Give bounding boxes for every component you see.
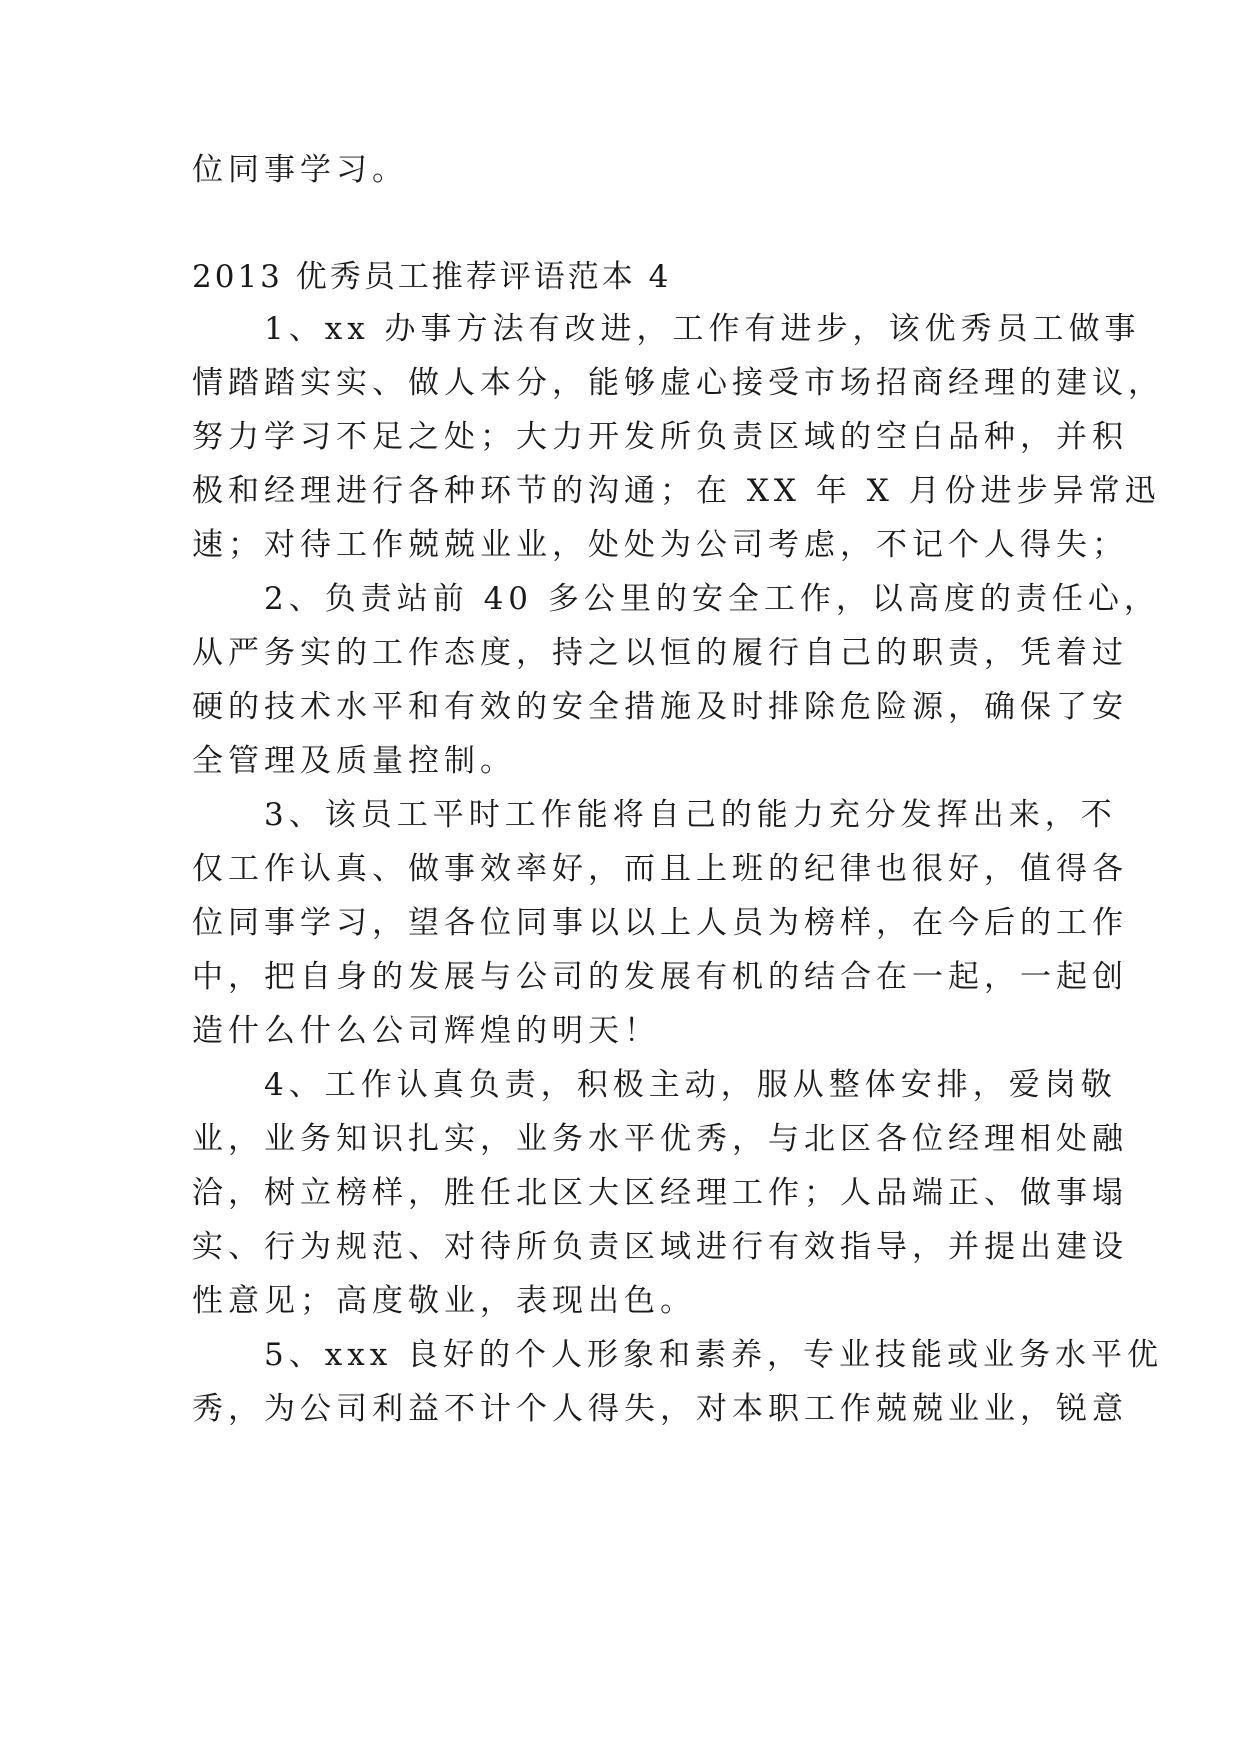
paragraph-line: 位同事学习。	[192, 152, 408, 188]
paragraph-line: 情踏踏实实、做人本分，能够虚心接受市场招商经理的建议，	[192, 365, 1164, 401]
paragraph-line: 硬的技术水平和有效的安全措施及时排除危险源，确保了安	[192, 689, 1128, 725]
section-heading: 2013 优秀员工推荐评语范本 4	[192, 259, 672, 295]
paragraph-line: 3、该员工平时工作能将自己的能力充分发挥出来，不	[192, 797, 1117, 833]
paragraph-line: 1、xx 办事方法有改进，工作有进步，该优秀员工做事	[192, 311, 1141, 347]
paragraph-line: 从严务实的工作态度，持之以恒的履行自己的职责，凭着过	[192, 635, 1128, 671]
paragraph-line: 中，把自身的发展与公司的发展有机的结合在一起，一起创	[192, 959, 1128, 995]
paragraph-line: 业，业务知识扎实，业务水平优秀，与北区各位经理相处融	[192, 1121, 1128, 1157]
paragraph-line: 努力学习不足之处；大力开发所负责区域的空白品种，并积	[192, 419, 1128, 455]
paragraph-line: 极和经理进行各种环节的沟通；在 XX 年 X 月份进步异常迅	[192, 473, 1161, 509]
paragraph-line: 实、行为规范、对待所负责区域进行有效指导，并提出建设	[192, 1229, 1128, 1265]
paragraph-line: 性意见；高度敬业，表现出色。	[192, 1283, 696, 1319]
paragraph-line: 5、xxx 良好的个人形象和素养，专业技能或业务水平优	[192, 1337, 1164, 1373]
paragraph-line: 位同事学习，望各位同事以以上人员为榜样，在今后的工作	[192, 905, 1128, 941]
paragraph-line: 全管理及质量控制。	[192, 743, 516, 779]
paragraph-line: 速；对待工作兢兢业业，处处为公司考虑，不记个人得失；	[192, 527, 1128, 563]
paragraph-line: 2、负责站前 40 多公里的安全工作，以高度的责任心，	[192, 581, 1160, 617]
paragraph-line: 秀，为公司利益不计个人得失，对本职工作兢兢业业，锐意	[192, 1391, 1128, 1427]
paragraph-line: 造什么什么公司辉煌的明天！	[192, 1013, 660, 1049]
paragraph-line: 4、工作认真负责，积极主动，服从整体安排，爱岗敬	[192, 1067, 1117, 1103]
paragraph-line: 洽，树立榜样，胜任北区大区经理工作；人品端正、做事塌	[192, 1175, 1128, 1211]
paragraph-line: 仅工作认真、做事效率好，而且上班的纪律也很好，值得各	[192, 851, 1128, 887]
